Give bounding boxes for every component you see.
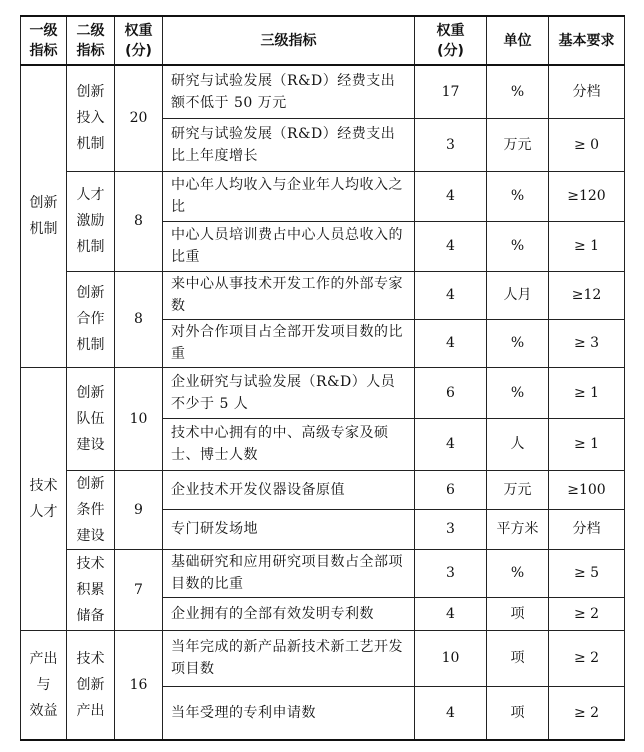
requirement-cell: 分档 [549,510,625,550]
metric-cell: 技术中心拥有的中、高级专家及硕士、博士人数 [163,418,415,470]
level1-cell: 技术 人才 [21,367,67,630]
unit-cell: % [487,221,549,271]
metric-cell: 基础研究和应用研究项目数占全部项目数的比重 [163,549,415,597]
unit-cell: 项 [487,630,549,686]
metric-cell: 企业技术开发仪器设备原值 [163,470,415,510]
level2-weight: 20 [115,65,163,171]
requirement-cell: ≥ 2 [549,597,625,630]
level2-weight: 9 [115,470,163,549]
table-row [21,630,625,686]
level2-weight: 8 [115,271,163,367]
metric-cell: 中心人员培训费占中心人员总收入的比重 [163,221,415,271]
requirement-cell: ≥ 3 [549,319,625,367]
level1-cell: 产出 与 效益 [21,630,67,740]
metric-weight: 3 [415,510,487,550]
header-unit: 单位 [487,16,549,65]
requirement-cell: ≥ 0 [549,118,625,171]
header-level2: 二级 指标 [67,16,115,65]
metric-weight: 4 [415,271,487,319]
level2-cell: 创新 条件 建设 [67,470,115,549]
table-row [21,367,625,418]
table-row [21,549,625,597]
header-level2-weight: 权重 (分) [115,16,163,65]
metric-cell: 对外合作项目占全部开发项目数的比重 [163,319,415,367]
table-row [21,171,625,221]
requirement-cell: ≥ 2 [549,686,625,740]
metric-weight: 17 [415,65,487,118]
requirement-cell: 分档 [549,65,625,118]
level2-cell: 人才 激励 机制 [67,171,115,271]
level2-cell: 创新 合作 机制 [67,271,115,367]
unit-cell: 平方米 [487,510,549,550]
metric-weight: 4 [415,686,487,740]
level2-cell: 技术 创新 产出 [67,630,115,740]
level2-cell: 创新 投入 机制 [67,65,115,171]
metric-cell: 企业研究与试验发展（R&D）人员不少于 5 人 [163,367,415,418]
level2-weight: 16 [115,630,163,740]
metric-weight: 3 [415,118,487,171]
unit-cell: % [487,319,549,367]
metric-cell: 当年受理的专利申请数 [163,686,415,740]
metric-cell: 研究与试验发展（R&D）经费支出比上年度增长 [163,118,415,171]
header-level1: 一级 指标 [21,16,67,65]
unit-cell: % [487,367,549,418]
metric-weight: 4 [415,221,487,271]
header-level3: 三级指标 [163,16,415,65]
requirement-cell: ≥ 1 [549,367,625,418]
evaluation-table [20,15,625,741]
unit-cell: 项 [487,597,549,630]
metric-cell: 来中心从事技术开发工作的外部专家数 [163,271,415,319]
level2-weight: 10 [115,367,163,470]
metric-cell: 企业拥有的全部有效发明专利数 [163,597,415,630]
metric-weight: 6 [415,367,487,418]
table-row [21,271,625,319]
requirement-cell: ≥100 [549,470,625,510]
unit-cell: % [487,65,549,118]
unit-cell: 万元 [487,470,549,510]
metric-weight: 6 [415,470,487,510]
level1-cell: 创新 机制 [21,65,67,367]
metric-weight: 4 [415,418,487,470]
requirement-cell: ≥120 [549,171,625,221]
metric-cell: 专门研发场地 [163,510,415,550]
level2-weight: 8 [115,171,163,271]
unit-cell: 人 [487,418,549,470]
requirement-cell: ≥ 1 [549,418,625,470]
metric-cell: 研究与试验发展（R&D）经费支出额不低于 50 万元 [163,65,415,118]
level2-weight: 7 [115,549,163,630]
unit-cell: % [487,549,549,597]
requirement-cell: ≥ 2 [549,630,625,686]
table-row [21,470,625,510]
header-level3-weight: 权重 (分) [415,16,487,65]
metric-weight: 4 [415,597,487,630]
header-requirement: 基本要求 [549,16,625,65]
unit-cell: 万元 [487,118,549,171]
unit-cell: 项 [487,686,549,740]
requirement-cell: ≥ 1 [549,221,625,271]
requirement-cell: ≥12 [549,271,625,319]
metric-cell: 中心年人均收入与企业年人均收入之比 [163,171,415,221]
metric-weight: 10 [415,630,487,686]
metric-weight: 3 [415,549,487,597]
metric-weight: 4 [415,319,487,367]
unit-cell: 人月 [487,271,549,319]
level2-cell: 技术 积累 储备 [67,549,115,630]
level2-cell: 创新 队伍 建设 [67,367,115,470]
unit-cell: % [487,171,549,221]
metric-weight: 4 [415,171,487,221]
header-row [21,16,625,65]
metric-cell: 当年完成的新产品新技术新工艺开发项目数 [163,630,415,686]
requirement-cell: ≥ 5 [549,549,625,597]
table-row [21,65,625,118]
